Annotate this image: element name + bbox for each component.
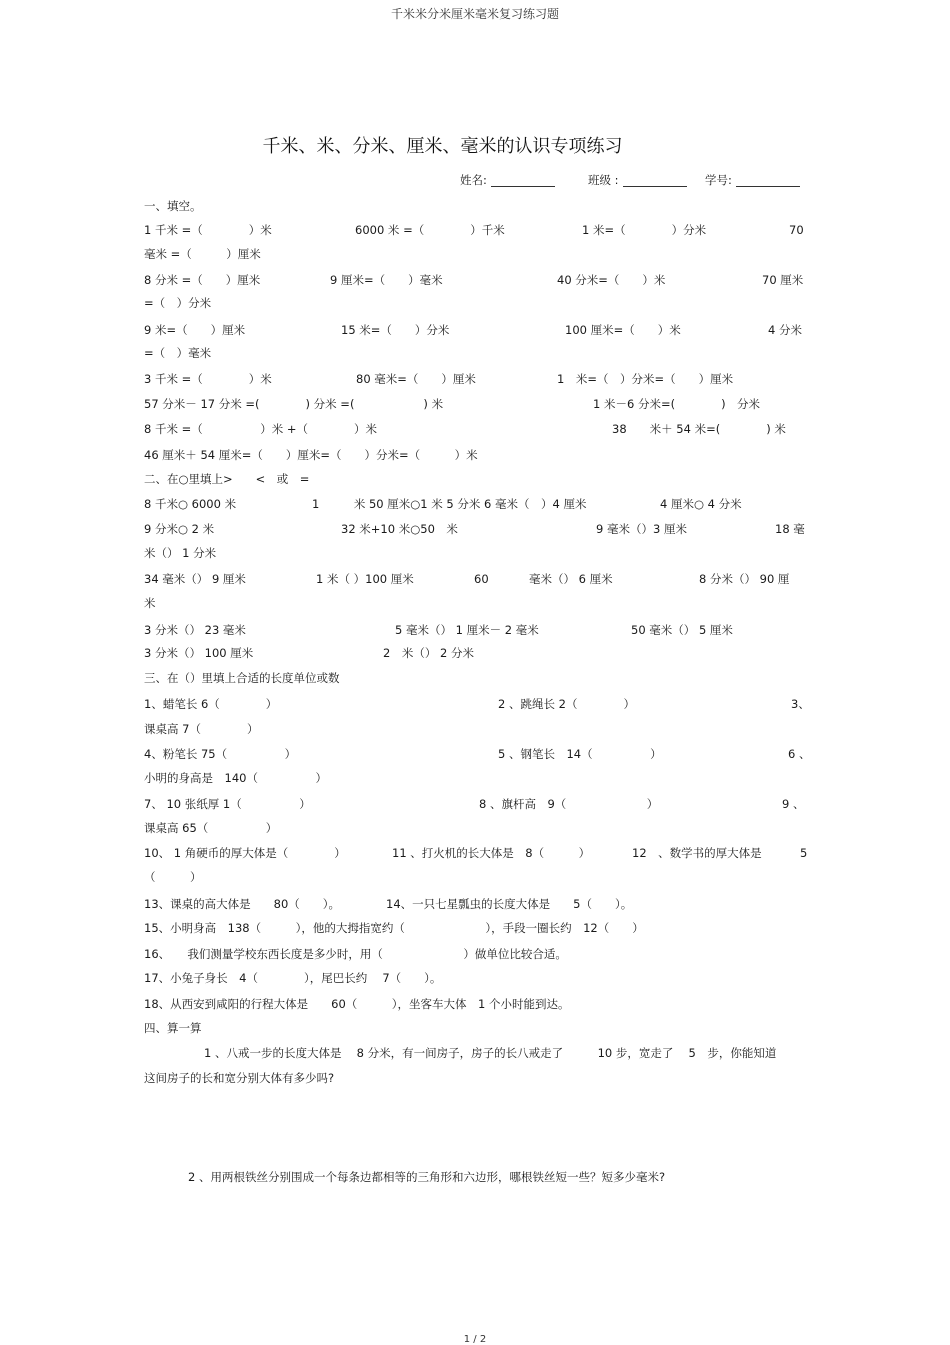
compare-item: 米（） 1 分米 [144, 546, 217, 560]
problem-2-text: 2 、用两根铁丝分别围成一个每条边都相等的三角形和六边形，哪根铁丝短一些？短多少毫米? [188, 1170, 666, 1184]
fill-item: =（ ）毫米 [144, 346, 212, 360]
unit-item: 5 、钢笔长 14（ ） [498, 747, 662, 761]
unit-item: 6 、 [788, 747, 811, 761]
compare-item: 1 米 50 厘米○1 米 5 分米 6 毫米（ ）4 厘米 [312, 497, 587, 511]
fill-item: 1 米=（ ）分米=（ ）厘米 [557, 372, 734, 386]
name-field [460, 172, 555, 188]
fill-item: 8 千米 =（ ）米 +（ ）米 [144, 422, 378, 436]
compare-item: 8 千米○ 6000 米 [144, 497, 237, 511]
fill-item: 57 分米－ 17 分米 =( ) 分米 =( ) 米 [144, 397, 444, 411]
number-field [705, 172, 800, 188]
fill-item: 15 米=（ ）分米 [341, 323, 450, 337]
fill-item: 1 米=（ ）分米 [582, 223, 707, 237]
unit-item: 12 、数学书的厚大体是 [632, 846, 762, 860]
compare-item: 18 毫 [775, 522, 805, 536]
unit-item: 18、从西安到咸阳的行程大体是 60（ ），坐客车大体 1 个小时能到达。 [144, 997, 570, 1011]
unit-item: 4、粉笔长 75（ ） [144, 747, 297, 761]
fill-item: 1 千米 =（ ）米 [144, 223, 272, 237]
unit-item: 5 [800, 846, 808, 860]
problem-1-text-cont: 这间房子的长和宽分别大体有多少吗? [144, 1071, 335, 1085]
page-title: 千米、米、分米、厘米、毫米的认识专项练习 [262, 136, 623, 157]
fill-item: 80 毫米=（ ）厘米 [356, 372, 476, 386]
number-label: 学号: [705, 173, 732, 187]
fill-item: 70 厘米 [762, 273, 804, 287]
unit-item: 14、一只七星瓢虫的长度大体是 5（ ）。 [386, 897, 633, 911]
unit-item: 15、小明身高 138（ ），他的大拇指宽约（ ），手段一圈长约 12（ ） [144, 921, 644, 935]
unit-item: 9 、 [782, 797, 805, 811]
fill-item: 8 分米 =（ ）厘米 [144, 273, 261, 287]
compare-item: 8 分米（） 90 厘 [699, 572, 790, 586]
unit-item: （ ） [144, 870, 202, 884]
class-field [588, 172, 687, 188]
fill-item: 4 分米 [768, 323, 802, 337]
unit-item: 2 、跳绳长 2（ ） [498, 697, 635, 711]
compare-item: 32 米+10 米○50 米 [341, 522, 458, 536]
fill-item: 3 千米 =（ ）米 [144, 372, 272, 386]
problem-1-text: 1 、八戒一步的长度大体是 8 分米，有一间房子，房子的长八戒走了 10 步，宽走了 5 步，你能知道 [204, 1046, 777, 1060]
unit-item: 17、小兔子身长 4（ ），尾巴长约 7（ ）。 [144, 971, 442, 985]
unit-item: 13、课桌的高大体是 80（ ）。 [144, 897, 341, 911]
unit-item: 课桌高 7（ ） [144, 722, 259, 736]
compare-item: 5 毫米（） 1 厘米－ 2 毫米 [395, 623, 539, 637]
document-header: 千米米分米厘米毫米复习练习题 [390, 7, 559, 21]
fill-item: 9 厘米=（ ）毫米 [330, 273, 443, 287]
fill-item: 38 米＋ 54 米=( ) 米 [612, 422, 786, 436]
fill-item: 70 [789, 223, 804, 237]
page-number: 1 / 2 [463, 1334, 487, 1345]
section-heading-fill: 一、填空。 [144, 199, 202, 213]
unit-item: 7、 10 张纸厚 1（ ） [144, 797, 311, 811]
fill-item: 46 厘米＋ 54 厘米=（ ）厘米=（ ）分米=（ ）米 [144, 448, 478, 462]
compare-item: 4 厘米○ 4 分米 [660, 497, 742, 511]
unit-item: 16、 我们测量学校东西长度是多少时，用（ ）做单位比较合适。 [144, 947, 567, 961]
section-heading-compare: 二、在○里填上> < 或 = [144, 472, 310, 486]
fill-item: 毫米 =（ ）厘米 [144, 247, 261, 261]
fill-item: 6000 米 =（ ）千米 [355, 223, 505, 237]
fill-item: =（ ）分米 [144, 296, 212, 310]
name-label: 姓名: [460, 173, 487, 187]
compare-item: 60 [474, 572, 489, 586]
class-label: 班级 : [588, 173, 619, 187]
compare-item: 1 米（ ）100 厘米 [316, 572, 414, 586]
fill-item: 1 米－6 分米=( ) 分米 [593, 397, 761, 411]
compare-item: 9 分米○ 2 米 [144, 522, 215, 536]
compare-item: 毫米（） 6 厘米 [529, 572, 613, 586]
section-heading-units: 三、在（）里填上合适的长度单位或数 [144, 671, 340, 685]
unit-item: 小明的身高是 140（ ） [144, 771, 327, 785]
unit-item: 8 、旗杆高 9（ ） [479, 797, 659, 811]
number-blank [736, 174, 800, 187]
fill-item: 100 厘米=（ ）米 [565, 323, 681, 337]
compare-item: 3 分米（） 100 厘米 [144, 646, 254, 660]
section-heading-calc: 四、算一算 [144, 1021, 202, 1035]
name-blank [491, 174, 555, 187]
compare-item: 3 分米（） 23 毫米 [144, 623, 246, 637]
fill-item: 40 分米=（ ）米 [557, 273, 666, 287]
compare-item: 50 毫米（） 5 厘米 [631, 623, 733, 637]
compare-item: 米 [144, 596, 156, 610]
unit-item: 10、 1 角硬币的厚大体是（ ） [144, 846, 346, 860]
compare-item: 2 米（） 2 分米 [383, 646, 474, 660]
compare-item: 34 毫米（） 9 厘米 [144, 572, 246, 586]
unit-item: 课桌高 65（ ） [144, 821, 278, 835]
compare-item: 9 毫米（）3 厘米 [596, 522, 687, 536]
unit-item: 1、蜡笔长 6（ ） [144, 697, 278, 711]
unit-item: 3、 [791, 697, 810, 711]
class-blank [623, 174, 687, 187]
unit-item: 11 、打火机的长大体是 8（ ） [392, 846, 591, 860]
fill-item: 9 米=（ ）厘米 [144, 323, 246, 337]
